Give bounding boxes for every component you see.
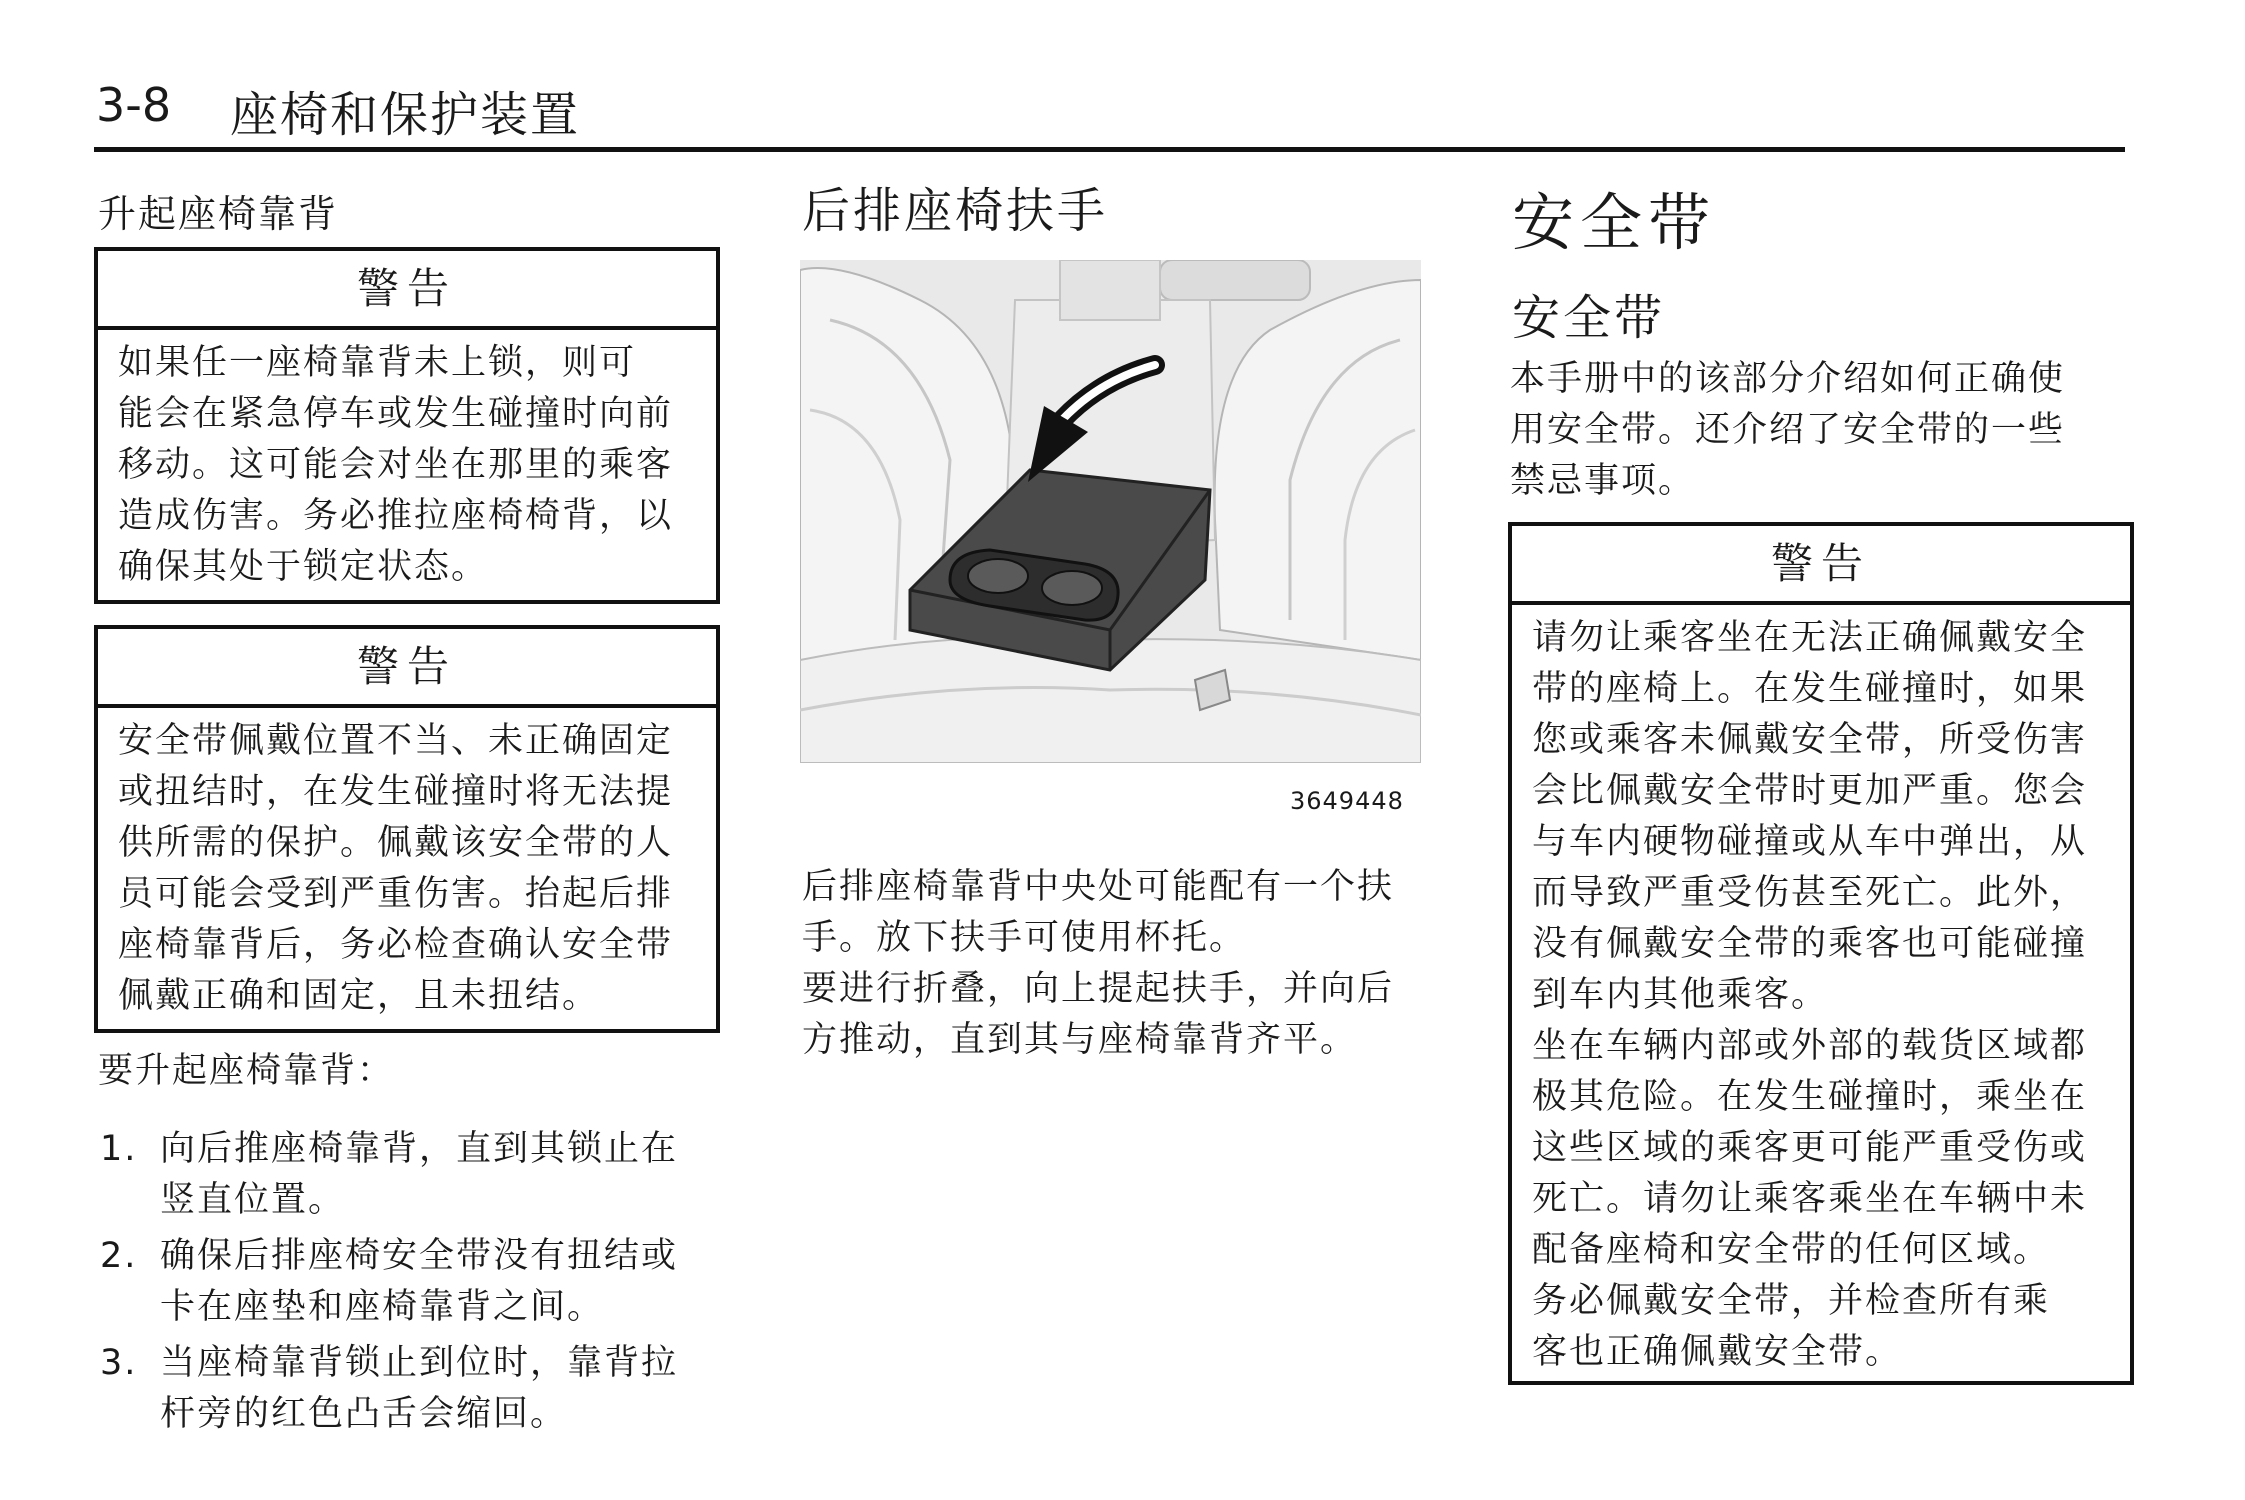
steps-list <box>96 1124 736 1445</box>
armrest-description <box>802 862 1452 1066</box>
warning-line: 配备座椅和安全带的任何区域。 <box>1532 1230 2051 1270</box>
warning-body <box>98 330 716 593</box>
warning-box-belt-twist <box>94 625 720 1033</box>
warning-line: 供所需的保护。佩戴该安全带的人 <box>118 823 674 863</box>
step-text: 竖直位置。 <box>160 1180 346 1220</box>
seat-belts-sub-heading: 安全带 <box>1512 290 1666 346</box>
warning-line: 座椅靠背后，务必检查确认安全带 <box>118 925 674 965</box>
step-number: 2. <box>100 1236 138 1276</box>
armrest-illustration <box>800 260 1421 763</box>
header-rule <box>94 147 2125 152</box>
paragraph-line: 禁忌事项。 <box>1510 461 1696 501</box>
warning-line: 您或乘客未佩戴安全带，所受伤害 <box>1532 720 2088 760</box>
paragraph-line: 方推动，直到其与座椅靠背齐平。 <box>802 1020 1358 1060</box>
step-text: 杆旁的红色凸舌会缩回。 <box>160 1394 568 1434</box>
warning-line: 而导致严重受伤甚至死亡。此外， <box>1532 873 2088 913</box>
warning-line: 坐在车辆内部或外部的载货区域都 <box>1532 1026 2088 1066</box>
warning-line: 到车内其他乘客。 <box>1532 975 1829 1015</box>
warning-line: 佩戴正确和固定，且未扭结。 <box>118 976 600 1016</box>
seat-belts-intro <box>1510 354 2130 507</box>
warning-line: 或扭结时，在发生碰撞时将无法提 <box>118 772 674 812</box>
paragraph-line: 本手册中的该部分介绍如何正确使 <box>1510 359 2066 399</box>
raise-seatback-heading: 升起座椅靠背 <box>98 192 339 236</box>
warning-line: 这些区域的乘客更可能严重受伤或 <box>1532 1128 2088 1168</box>
warning-line: 确保其处于锁定状态。 <box>118 547 489 587</box>
step-text: 确保后排座椅安全带没有扭结或 <box>160 1236 679 1276</box>
step-text: 卡在座垫和座椅靠背之间。 <box>160 1287 605 1327</box>
warning-line: 安全带佩戴位置不当、未正确固定 <box>118 721 674 761</box>
step-text: 向后推座椅靠背，直到其锁止在 <box>160 1129 679 1169</box>
warning-title: 警告 <box>98 629 716 708</box>
warning-title: 警告 <box>98 251 716 330</box>
figure-id: 3649448 <box>1290 787 1404 815</box>
page-number: 3-8 <box>96 78 172 132</box>
rear-armrest-heading: 后排座椅扶手 <box>802 183 1109 239</box>
paragraph-line: 要进行折叠，向上提起扶手，并向后 <box>802 969 1395 1009</box>
paragraph-line: 手。放下扶手可使用杯托。 <box>802 918 1247 958</box>
list-item <box>96 1124 736 1226</box>
warning-line: 务必佩戴安全带，并检查所有乘 <box>1532 1281 2051 1321</box>
step-text: 当座椅靠背锁止到位时，靠背拉 <box>160 1343 679 1383</box>
steps-intro: 要升起座椅靠背： <box>98 1051 395 1091</box>
list-item <box>96 1231 736 1333</box>
warning-line: 员可能会受到严重伤害。抬起后排 <box>118 874 674 914</box>
warning-body <box>1512 605 2130 1378</box>
warning-line: 造成伤害。务必推拉座椅椅背，以 <box>118 496 674 536</box>
step-number: 3. <box>100 1343 138 1383</box>
warning-box-seatback-lock <box>94 247 720 604</box>
warning-line: 如果任一座椅靠背未上锁，则可 <box>118 343 637 383</box>
warning-line: 客也正确佩戴安全带。 <box>1532 1332 1903 1372</box>
warning-line: 带的座椅上。在发生碰撞时，如果 <box>1532 669 2088 709</box>
warning-body <box>98 708 716 1022</box>
warning-line: 会比佩戴安全带时更加严重。您会 <box>1532 771 2088 811</box>
warning-title: 警告 <box>1512 526 2130 605</box>
paragraph-line: 用安全带。还介绍了安全带的一些 <box>1510 410 2066 450</box>
warning-line: 与车内硬物碰撞或从车中弹出，从 <box>1532 822 2088 862</box>
warning-line: 能会在紧急停车或发生碰撞时向前 <box>118 394 674 434</box>
warning-line: 请勿让乘客坐在无法正确佩戴安全 <box>1532 618 2088 658</box>
warning-line: 移动。这可能会对坐在那里的乘客 <box>118 445 674 485</box>
list-item <box>96 1338 736 1440</box>
seat-belts-main-heading: 安全带 <box>1512 186 1717 259</box>
paragraph-line: 后排座椅靠背中央处可能配有一个扶 <box>802 867 1395 907</box>
warning-line: 极其危险。在发生碰撞时，乘坐在 <box>1532 1077 2088 1117</box>
warning-line: 死亡。请勿让乘客乘坐在车辆中未 <box>1532 1179 2088 1219</box>
section-title: 座椅和保护装置 <box>230 87 581 143</box>
warning-line: 没有佩戴安全带的乘客也可能碰撞 <box>1532 924 2088 964</box>
warning-box-seat-belts <box>1508 522 2134 1385</box>
step-number: 1. <box>100 1129 138 1169</box>
